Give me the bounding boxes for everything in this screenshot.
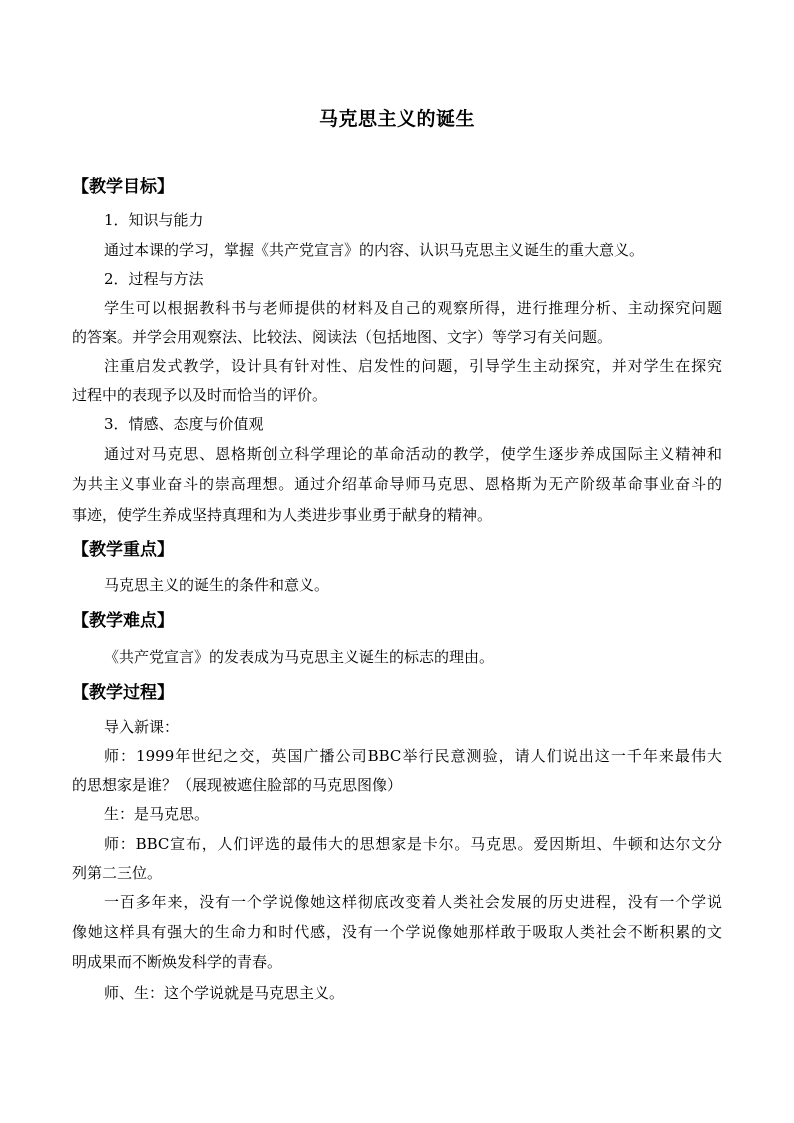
objectives-paragraph-4-line-3: 事迹，使学生养成坚持真理和为人类进步事业勇于献身的精神。 bbox=[72, 506, 493, 524]
process-paragraph-4-line-3: 明成果而不断焕发科学的青春。 bbox=[72, 953, 283, 971]
process-paragraph-3-line-2: 列第二三位。 bbox=[72, 864, 163, 882]
process-paragraph-3-line-1: 师：BBC宣布，人们评选的最伟大的思想家是卡尔。马克思。爱因斯坦、牛顿和达尔文分 bbox=[104, 835, 722, 853]
process-paragraph-4-line-1: 一百多年来，没有一个学说像她这样彻底改变着人类社会发展的历史进程，没有一个学说 bbox=[104, 893, 722, 911]
objectives-paragraph-3-line-2: 过程中的表现予以及时而恰当的评价。 bbox=[72, 386, 328, 404]
section-heading-objectives: 【教学目标】 bbox=[72, 177, 174, 197]
objectives-subheading-3: 3．情感、态度与价值观 bbox=[104, 415, 264, 433]
objectives-subheading-2: 2．过程与方法 bbox=[104, 270, 204, 288]
process-paragraph-1-line-2: 的思想家是谁？（展现被遮住脸部的马克思图像） bbox=[72, 776, 403, 794]
objectives-paragraph-2-line-2: 的答案。并学会用观察法、比较法、阅读法（包括地图、文字）等学习有关问题。 bbox=[72, 328, 613, 346]
objectives-paragraph-3-line-1: 注重启发式教学，设计具有针对性、启发性的问题，引导学生主动探究，并对学生在探究 bbox=[104, 357, 722, 375]
document-title: 马克思主义的诞生 bbox=[318, 108, 475, 130]
objectives-paragraph-4-line-2: 为共主义事业奋斗的崇高理想。通过介绍革命导师马克思、恩格斯为无产阶级革命事业奋斗的 bbox=[72, 475, 722, 493]
process-intro: 导入新课： bbox=[104, 718, 180, 736]
process-paragraph-5: 师、生：这个学说就是马克思主义。 bbox=[104, 984, 345, 1002]
process-paragraph-1-line-1: 师：1999年世纪之交，英国广播公司BBC举行民意测验，请人们说出这一千年来最伟大 bbox=[104, 747, 722, 765]
difficulties-paragraph: 《共产党宣言》的发表成为马克思主义诞生的标志的理由。 bbox=[104, 648, 495, 666]
objectives-paragraph-1: 通过本课的学习，掌握《共产党宣言》的内容、认识马克思主义诞生的重大意义。 bbox=[104, 241, 645, 259]
section-heading-difficulties: 【教学难点】 bbox=[72, 611, 174, 631]
key-points-paragraph: 马克思主义的诞生的条件和意义。 bbox=[104, 576, 330, 594]
section-heading-key-points: 【教学重点】 bbox=[72, 540, 174, 560]
objectives-subheading-1: 1．知识与能力 bbox=[104, 211, 204, 229]
process-paragraph-2: 生：是马克思。 bbox=[104, 805, 210, 823]
section-heading-process: 【教学过程】 bbox=[72, 683, 174, 703]
objectives-paragraph-2-line-1: 学生可以根据教科书与老师提供的材料及自己的观察所得，进行推理分析、主动探究问题 bbox=[104, 299, 722, 317]
objectives-paragraph-4-line-1: 通过对马克思、恩格斯创立科学理论的革命活动的教学，使学生逐步养成国际主义精神和 bbox=[104, 445, 722, 463]
process-paragraph-4-line-2: 像她这样具有强大的生命力和时代感，没有一个学说像她那样敢于吸取人类社会不断积累的文 bbox=[72, 923, 722, 941]
